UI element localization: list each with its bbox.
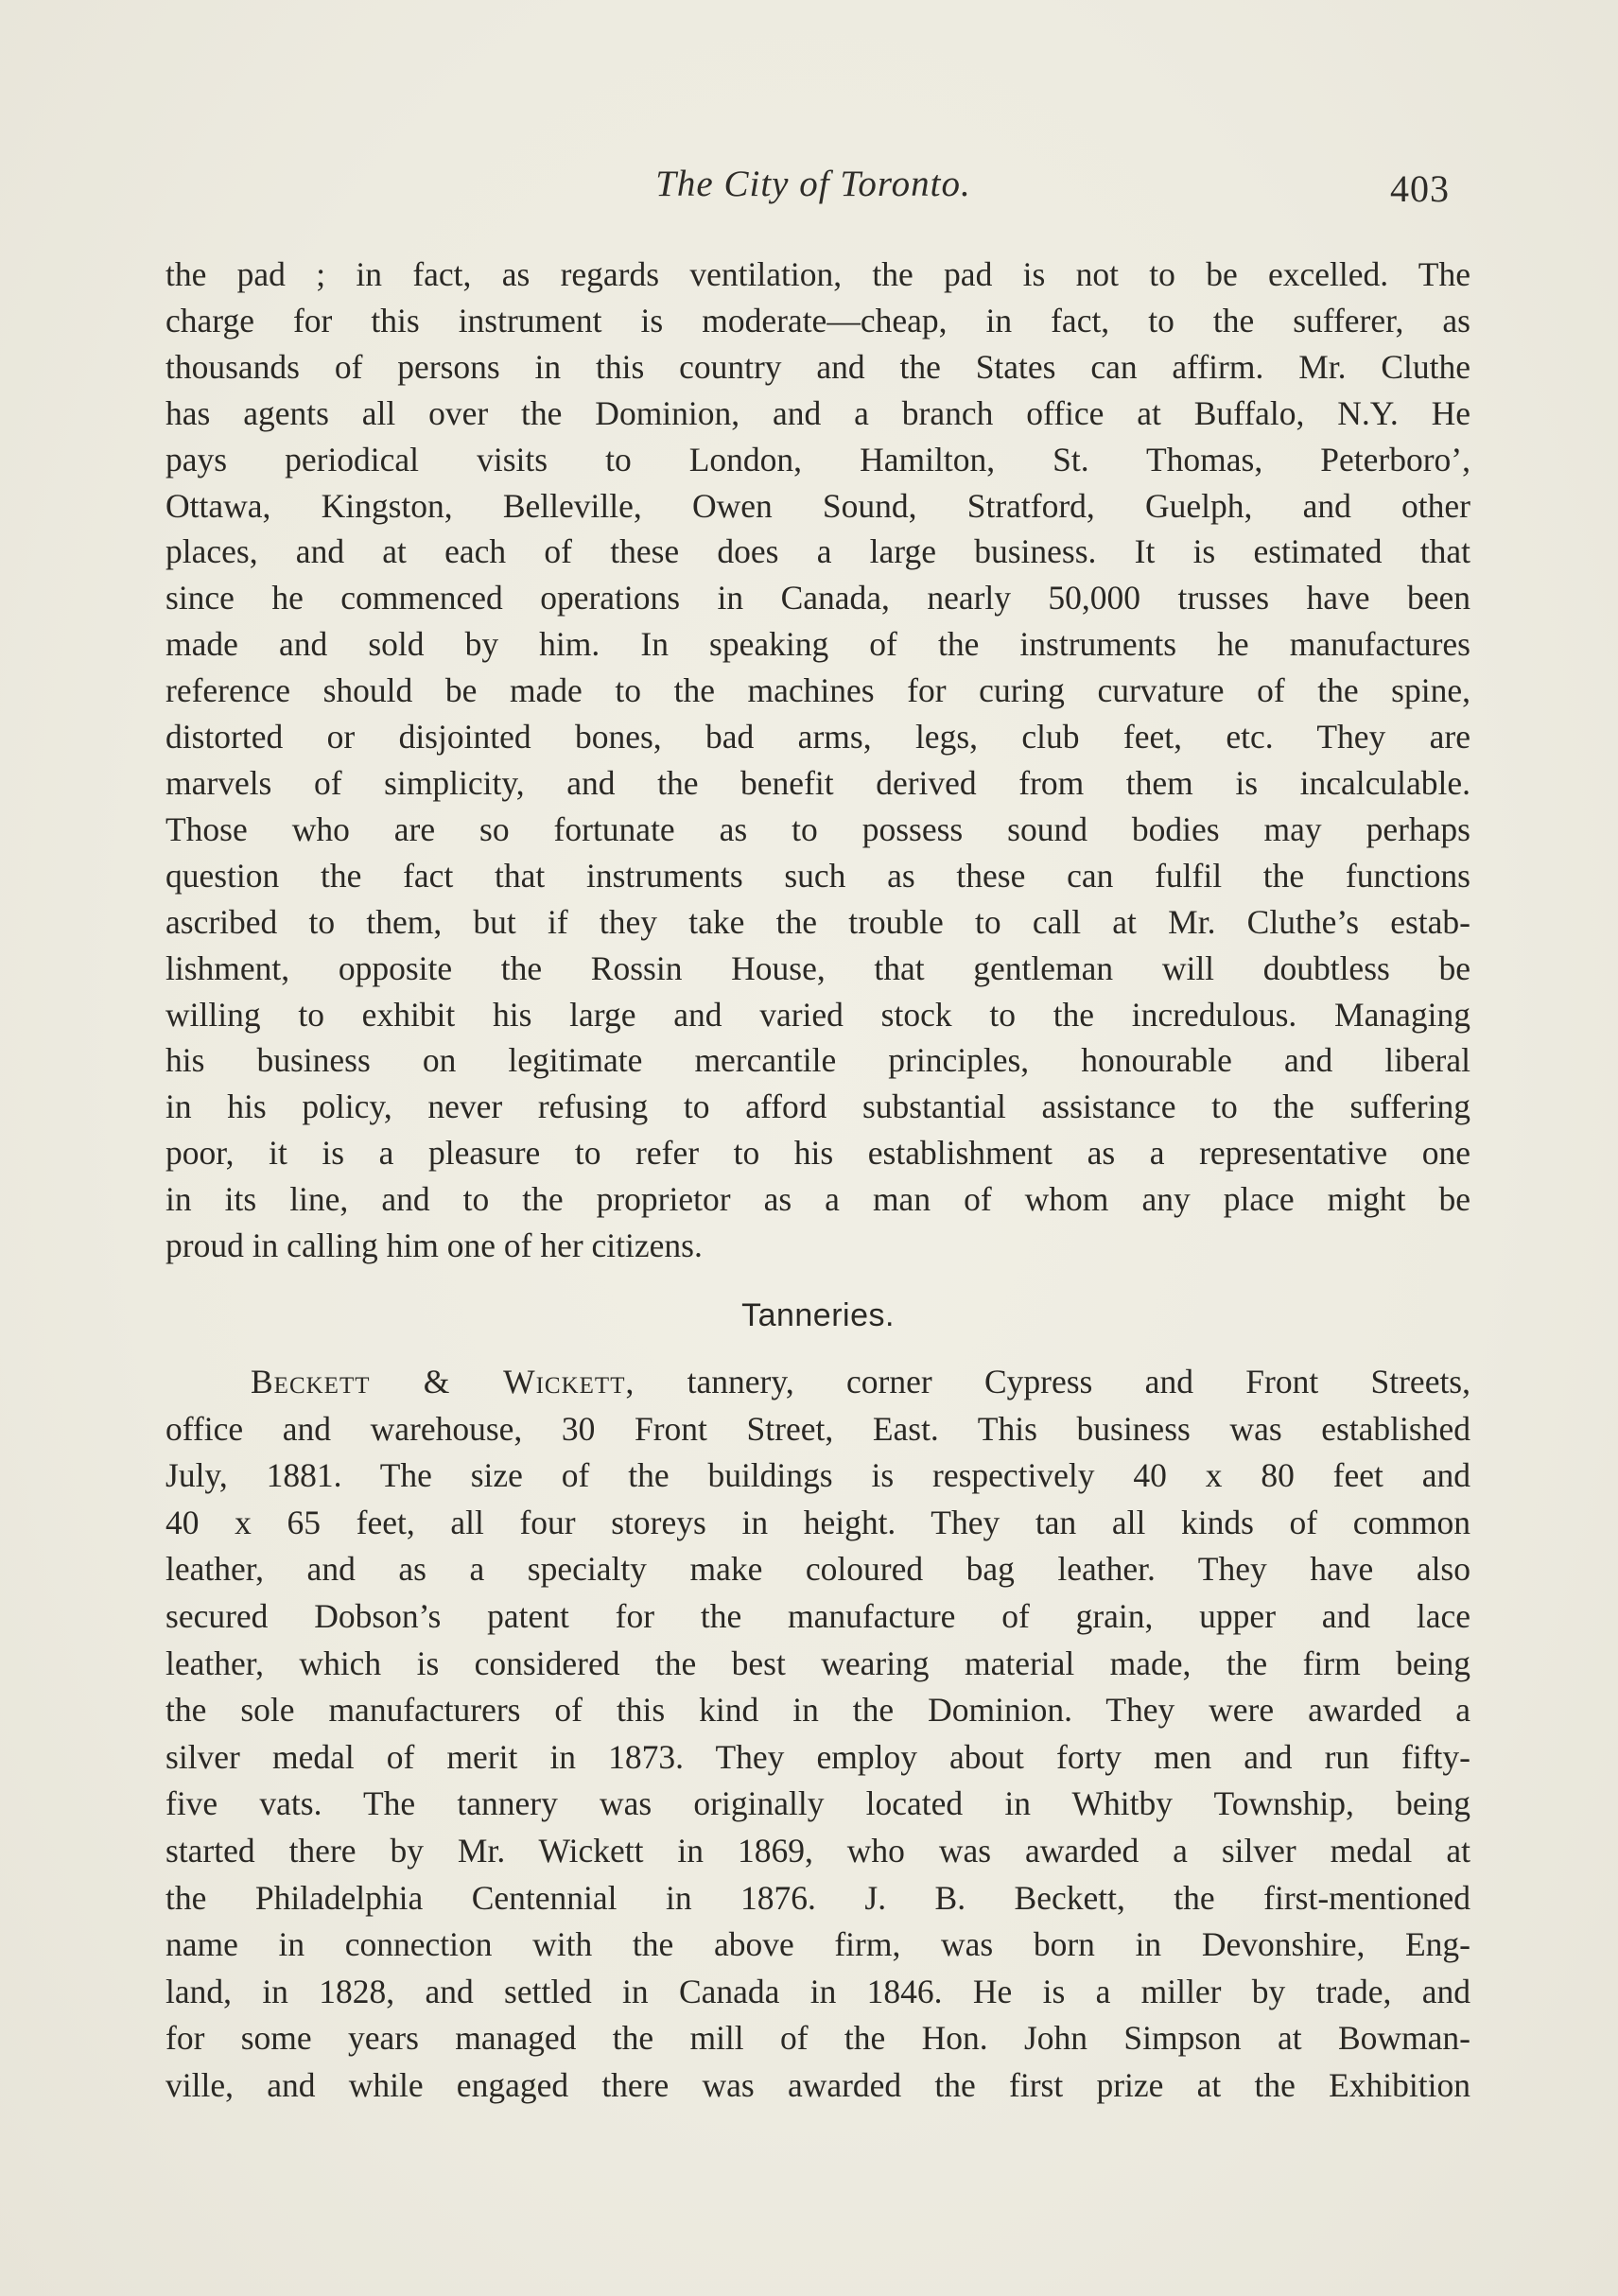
text-line: distorted or disjointed bones, bad arms, legs, club feet, etc. They are [165,718,1470,757]
text-line: leather, and as a specialty make coloured bag leather. They have also [165,1550,1470,1589]
text-line: in its line, and to the proprietor as a man of whom any place might be [165,1180,1470,1219]
section-heading-tanneries: Tanneries. [741,1297,895,1333]
text-line: five vats. The tannery was originally located in Whitby Township, being [165,1784,1470,1823]
text-line: thousands of persons in this country and the States can affirm. Mr. Cluthe [165,347,1470,386]
text-line: land, in 1828, and settled in Canada in 1846. He is a miller by trade, and [165,1972,1470,2010]
text-line: has agents all over the Dominion, and a branch office at Buffalo, N.Y. He [165,393,1470,432]
text-line: charge for this instrument is moderate—cheap, in fact, to the sufferer, as [165,301,1470,339]
text-line: the pad ; in fact, as regards ventilation, the pad is not to be excelled. The [165,255,1470,293]
paragraph-cluthe [165,252,1470,1269]
text-line: proud in calling him one of her citizens. [165,1226,703,1265]
text-line: leather, which is considered the best wearing material made, the firm being [165,1644,1470,1682]
text-line-first [165,1359,1470,1406]
running-title: The City of Toronto. [655,164,971,204]
text-line: made and sold by him. In speaking of the instruments he manufactures [165,625,1470,664]
text-line: Those who are so fortunate as to possess sound bodies may perhaps [165,809,1470,848]
text-line: 40 x 65 feet, all four storeys in height. They tan all kinds of common [165,1503,1470,1541]
page-number: 403 [1390,167,1450,210]
text-line: his business on legitimate mercantile principles, honourable and liberal [165,1041,1470,1080]
lead-name: Beckett & Wickett, [251,1363,635,1400]
text-line: reference should be made to the machines for curing curvature of the spine, [165,671,1470,710]
text-line: ville, and while engaged there was awarded the first prize at the Exhibition [165,2065,1470,2104]
text-line: poor, it is a pleasure to refer to his establishment as a representative one [165,1134,1470,1173]
text-line: since he commenced operations in Canada, nearly 50,000 trusses have been [165,579,1470,617]
text-line: for some years managed the mill of the Hon. John Simpson at Bowman- [165,2019,1470,2058]
text-line: places, and at each of these does a large business. It is estimated that [165,532,1470,571]
text-line: the sole manufacturers of this kind in the Dominion. They were awarded a [165,1691,1470,1730]
text-line: in his policy, never refusing to afford substantial assistance to the suffering [165,1087,1470,1126]
text-line: pays periodical visits to London, Hamilton, St. Thomas, Peterboro’, [165,440,1470,478]
text-line: secured Dobson’s patent for the manufacture of grain, upper and lace [165,1596,1470,1635]
text-line: office and warehouse, 30 Front Street, East. This business was established [165,1409,1470,1448]
text-line: name in connection with the above firm, was born in Devonshire, Eng- [165,1925,1470,1964]
paragraph-beckett-wickett [165,1359,1470,2110]
text-line: silver medal of merit in 1873. They employ about forty men and run fifty- [165,1737,1470,1776]
text-line: marvels of simplicity, and the benefit derived from them is incalculable. [165,763,1470,802]
text-line: July, 1881. The size of the buildings is respectively 40 x 80 feet and [165,1456,1470,1495]
text-line: started there by Mr. Wickett in 1869, who was awarded a silver medal at [165,1831,1470,1870]
text-line: Ottawa, Kingston, Belleville, Owen Sound, Stratford, Guelph, and other [165,486,1470,525]
first-line-text: tannery, corner Cypress and Front Streets, [635,1363,1470,1400]
text-line: ascribed to them, but if they take the trouble to call at Mr. Cluthe’s estab- [165,902,1470,941]
text-line: lishment, opposite the Rossin House, that gentleman will doubtless be [165,948,1470,987]
text-line: question the fact that instruments such as these can fulfil the functions [165,856,1470,895]
text-line: willing to exhibit his large and varied stock to the incredulous. Managing [165,995,1470,1034]
text-line: the Philadelphia Centennial in 1876. J. B. Beckett, the first-mentioned [165,1878,1470,1917]
